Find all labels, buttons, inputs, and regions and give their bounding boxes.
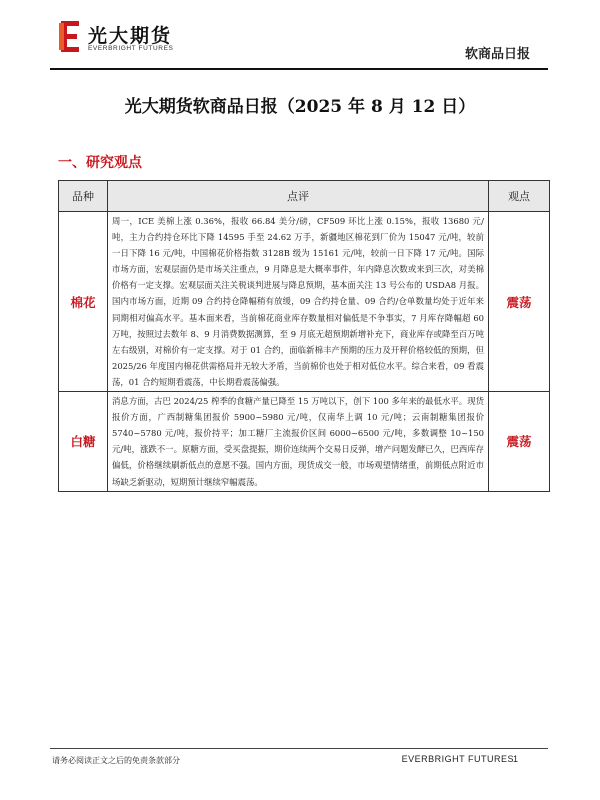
disclaimer-note: 请务必阅读正文之后的免责条款部分 [52,756,180,765]
table-header-row [59,181,550,212]
variety-cell: 白糖 [59,392,108,492]
table-row [59,212,550,392]
header-variety: 品种 [59,181,108,212]
comment-cell: 消息方面，古巴 2024/25 榨季的食糖产量已降至 15 万吨以下，创下 100 多年来的最低水平。现货报价方面，广西制糖集团报价 5900~5980 元/吨，仅南华上调 10 元/吨；云南制糖集团报价 5740~5780 元/吨，报价持平；加工糖厂主流报价区间 6000~6500 元/吨，多数调整 10~150 元/吨，涨跌不一。原糖方面，受买盘提振，期价连续两个交易日反弹，增产问题发酵已久，巴西库存偏低，价格继续刷新低点的意愿不强。国内方面，现货成交一般，市场观望情绪重，前期低点附近市场缺乏新驱动，短期预计继续窄幅震荡。 [108,392,489,492]
header-view: 观点 [489,181,550,212]
header-divider [50,68,548,70]
view-cell: 震荡 [489,212,550,392]
view-cell: 震荡 [489,392,550,492]
comment-cell: 周一，ICE 美棉上涨 0.36%，报收 66.84 美分/磅，CF509 环比上涨 0.15%，报收 13680 元/吨，主力合约持仓环比下降 14595 手至 24.62 万手，新疆地区棉花到厂价为 15047 元/吨，较前一日下降 16 元/吨，中国棉花价格指数 3128B 级为 15161 元/吨，较前一日下降 17 元/吨。国际市场方面，宏观层面仍是市场关注重点，9 月降息是大概率事件，年内降息次数或来到三次，对美棉价格有一定支撑。宏观层面关注关税谈判进展与降息预期，基本面关注 13 号公布的 USDA8 月报。国内市场方面，近期 09 合约持仓降幅稍有放缓，09 合约持仓量、09 合约/仓单数量均处于近年来同期相对偏高水平。基本面来看，当前棉花商业库存数量相对偏低是不争事实，7 月库存降幅超 60 万吨，按照过去数年 8、9 月消费数据测算，至 9 月底无超预期新增补充下，商业库存或降至百万吨左右级别，对棉价有一定支撑。对于 01 合约，面临新棉丰产预期的压力及开秤价格较低的预期，但 2025/26 年度国内棉花供需格局并无较大矛盾，当前棉价也处于相对低位水平。综合来看，09 看震荡，01 合约短期看震荡，中长期看震荡偏强。 [108,212,489,392]
logo-text-en: EVERBRIGHT FUTURES [88,45,174,52]
page-number: 1 [512,754,518,764]
header-comment: 点评 [108,181,489,212]
section-heading: 一、研究观点 [58,155,142,171]
footer-divider [50,748,548,749]
document-title: 光大期货软商品日报（2025 年 8 月 12 日） [124,97,476,117]
variety-cell: 棉花 [59,212,108,392]
research-view-table [58,180,550,492]
table-row [59,392,550,492]
report-type-label: 软商品日报 [464,47,530,62]
footer-brand: EVERBRIGHT FUTURES [401,754,514,764]
everbright-logo-icon [58,20,82,54]
logo-text-cn: 光大期货 [88,25,173,47]
company-logo [58,20,213,60]
